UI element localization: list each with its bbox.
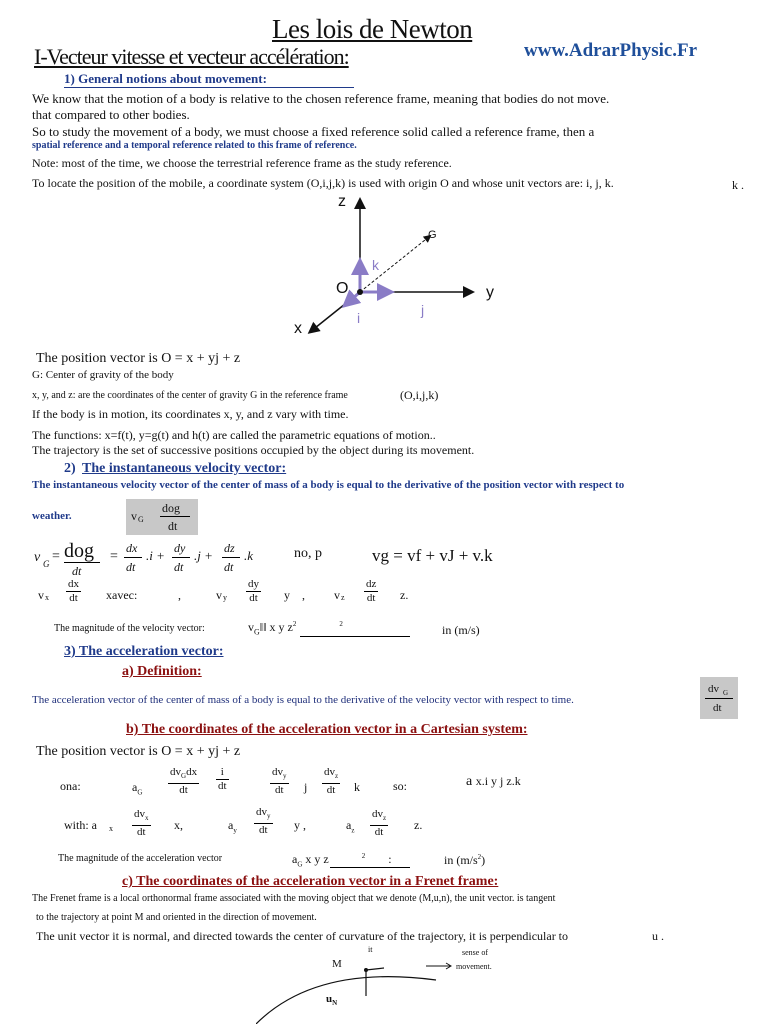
underline [64, 87, 354, 88]
s2-desc: The instantaneous velocity vector of the center of mass of a body is equal to the derivative of the position vector with respect to [32, 479, 625, 491]
y-val: y [284, 588, 290, 602]
vx: v [38, 588, 44, 602]
frenet-sense1: sense of [462, 948, 488, 957]
frac-bar [124, 557, 142, 558]
pos-line5: The functions: x=f(t), y=g(t) and h(t) are called the parametric equations of motion.. [32, 428, 436, 442]
s2-num: 2) [64, 461, 76, 476]
no-p: no, p [294, 546, 322, 561]
velocity-definition-box [126, 499, 198, 535]
sqrt-bar [330, 867, 410, 868]
s3b-position: The position vector is O = x + yj + z [36, 744, 241, 759]
xavec: xavec: [106, 588, 138, 602]
point-label-g: G [428, 229, 437, 241]
comma: , [178, 588, 181, 602]
s3a-heading: a) Definition: [122, 664, 202, 679]
ona-label: ona: [60, 779, 81, 793]
dvg-frac: $dv_Gdx$ dt [170, 766, 198, 797]
frac-bar [222, 557, 240, 558]
s3c-line2: to the trajectory at point M and oriented in the direction of movement. [36, 912, 317, 923]
pos-line1: The position vector is O = x + yj + z [36, 351, 241, 366]
eq-j: .j + [194, 548, 213, 563]
a-num: dv [708, 683, 719, 695]
eq-dx: dx [126, 541, 138, 555]
aj: j [304, 780, 308, 794]
vy-sub: y [223, 593, 227, 602]
trajectory-curve [256, 977, 436, 1024]
acc-magnitude-label: The magnitude of the acceleration vector [58, 853, 223, 864]
s2-heading: The instantaneous velocity vector: [82, 461, 287, 476]
dvy2-frac: $dv_y$ dt [256, 806, 271, 837]
frenet-it: it [368, 945, 373, 954]
pos-line3: x, y, and z: are the coordinates of the center of gravity G in the reference frame [32, 390, 348, 401]
frenet-un: $u_N$ [326, 993, 338, 1008]
position-vector [360, 236, 430, 292]
acc-units: in $(m/s^2)$ [444, 853, 486, 867]
axis-label-z: z [338, 193, 346, 210]
dx-dt-frac: $\frac{dx}{dt}$ [68, 578, 79, 604]
dx-frac: $\frac{i}{dt}$ [218, 766, 227, 792]
boxed-v: v [131, 509, 137, 523]
axis-label-y: y [486, 284, 494, 301]
boxed-num: dog [162, 501, 180, 515]
az-val: z. [414, 818, 423, 832]
dz-dt-frac: $\frac{dz}{dt}$ [366, 578, 377, 604]
frenet-sense2: movement. [456, 962, 492, 971]
eq-dy: dy [174, 541, 186, 555]
acceleration-sum: a x.i y j z.k [466, 774, 521, 789]
s1-line5: Note: most of the time, we choose the terrestrial reference frame as the study reference. [32, 156, 452, 170]
vx-sub: x [45, 593, 49, 602]
vz-sub: z [341, 593, 345, 602]
eq-dt: dt [72, 564, 82, 578]
acc-magnitude-formula: $a_G$ x y z $^2$ : [292, 852, 392, 869]
z-val: z. [400, 588, 409, 602]
vy: v [216, 588, 222, 602]
s3b-heading: b) The coordinates of the acceleration vector in a Cartesian system: [126, 722, 528, 737]
pos-line3-frame: (O,i,j,k) [400, 388, 439, 402]
frenet-m: M [332, 958, 342, 970]
eq-k: .k [244, 548, 254, 563]
frac-bar [160, 516, 190, 517]
dy-dt-frac: $\frac{dy}{dt}$ [248, 578, 259, 604]
site-link[interactable]: www.AdrarPhysic.Fr [524, 40, 698, 61]
velocity-magnitude-label: The magnitude of the velocity vector: [54, 623, 205, 634]
s3c-line3: The unit vector it is normal, and directed towards the center of curvature of the trajectory, it is perpendicular to [36, 929, 569, 943]
ak: k [354, 780, 360, 794]
s1-line2: that compared to other bodies. [32, 107, 190, 122]
eq-equals: = [52, 549, 60, 564]
sqrt-bar [300, 636, 410, 637]
dvz-frac: $dv_z$ dt [324, 766, 339, 797]
velocity-components [38, 578, 438, 614]
pos-line2: G: Center of gravity of the body [32, 369, 174, 381]
eq-v: v [34, 550, 41, 565]
s3a-text: The acceleration vector of the center of mass of a body is equal to the derivative of the velocity vector with respect to time. [32, 694, 574, 706]
so-label: so: [393, 779, 408, 793]
vg-sum: vg = vf + vJ + v.k [372, 546, 493, 565]
velocity-magnitude-formula: $v_G‖‖$ x y $z^2$ $^2$ [248, 620, 343, 637]
subscript-g: G [138, 515, 144, 524]
ay: $a_y$ [228, 818, 237, 835]
acceleration-components [64, 806, 464, 846]
s1-line4: spatial reference and a temporal reference related to this frame of reference. [32, 140, 357, 151]
s1-heading: 1) General notions about movement: [64, 71, 267, 86]
az: $a_z$ [346, 818, 355, 835]
s3c-heading: c) The coordinates of the acceleration vector in a Frenet frame: [122, 874, 499, 889]
with-ax: with: a [64, 818, 97, 832]
a-num-sub: G [723, 689, 729, 697]
eq-dog: dog [64, 540, 94, 562]
point-m [364, 968, 368, 972]
ay-val: y , [294, 818, 306, 832]
dvy-frac: $dv_y$ dt [272, 766, 287, 797]
axis-label-x: x [294, 320, 302, 337]
comma2: , [302, 588, 305, 602]
eq-dt: dt [224, 560, 234, 574]
dvz2-frac: $dv_z$ dt [372, 808, 387, 839]
frac-bar [705, 698, 733, 699]
acceleration-equation [132, 766, 412, 806]
dvx-frac: $dv_x$ dt [134, 808, 149, 839]
eq-equals2: = [110, 549, 118, 564]
origin-point [357, 289, 363, 295]
boxed-den: dt [168, 519, 178, 533]
velocity-units: in (m/s) [442, 623, 480, 637]
s3c-line3-end: u . [652, 929, 664, 943]
coordinate-axes-diagram [282, 190, 502, 345]
s1-line1: We know that the motion of a body is relative to the chosen reference frame, meaning that bodies do not move. [32, 91, 610, 106]
eq-sub-g: G [43, 559, 50, 569]
section-heading: I-Vecteur vitesse et vecteur accélération: [34, 44, 349, 69]
ax-sub: x [109, 824, 113, 833]
aG: $a_G$ [132, 780, 143, 797]
eq-i: .i + [146, 548, 165, 563]
frac-bar [172, 557, 190, 558]
eq-dt: dt [174, 560, 184, 574]
vector-label-i: i [357, 310, 361, 326]
tangent-vector [366, 968, 384, 970]
frac-bar [64, 562, 100, 563]
s3c-line1: The Frenet frame is a local orthonormal frame associated with the moving object that we denote (M,u,n), the unit vector. is tangent [32, 893, 556, 904]
eq-dz: dz [224, 541, 235, 555]
s1-line6: To locate the position of the mobile, a coordinate system (O,i,j,k) is used with origin O and whose unit vectors are: i, j, k. [32, 176, 614, 190]
ax-val: x, [174, 818, 183, 832]
eq-dt: dt [126, 560, 136, 574]
vector-label-k: k [372, 257, 379, 273]
s2-weather: weather. [32, 510, 72, 522]
s1-line6-end: k . [732, 178, 744, 192]
vz: v [334, 588, 340, 602]
a-den: dt [713, 702, 722, 714]
s1-line3: So to study the movement of a body, we must choose a fixed reference solid called a reference frame, then a [32, 124, 595, 139]
vector-label-j: j [421, 302, 425, 318]
s3-heading: 3) The acceleration vector: [64, 644, 224, 659]
page-title: Les lois de Newton [272, 14, 473, 44]
pos-line4: If the body is in motion, its coordinates x, y, and z vary with time. [32, 407, 349, 421]
origin-label: O [336, 280, 349, 297]
acceleration-definition-box [700, 677, 738, 719]
pos-line6: The trajectory is the set of successive positions occupied by the object during its movement. [32, 443, 475, 457]
